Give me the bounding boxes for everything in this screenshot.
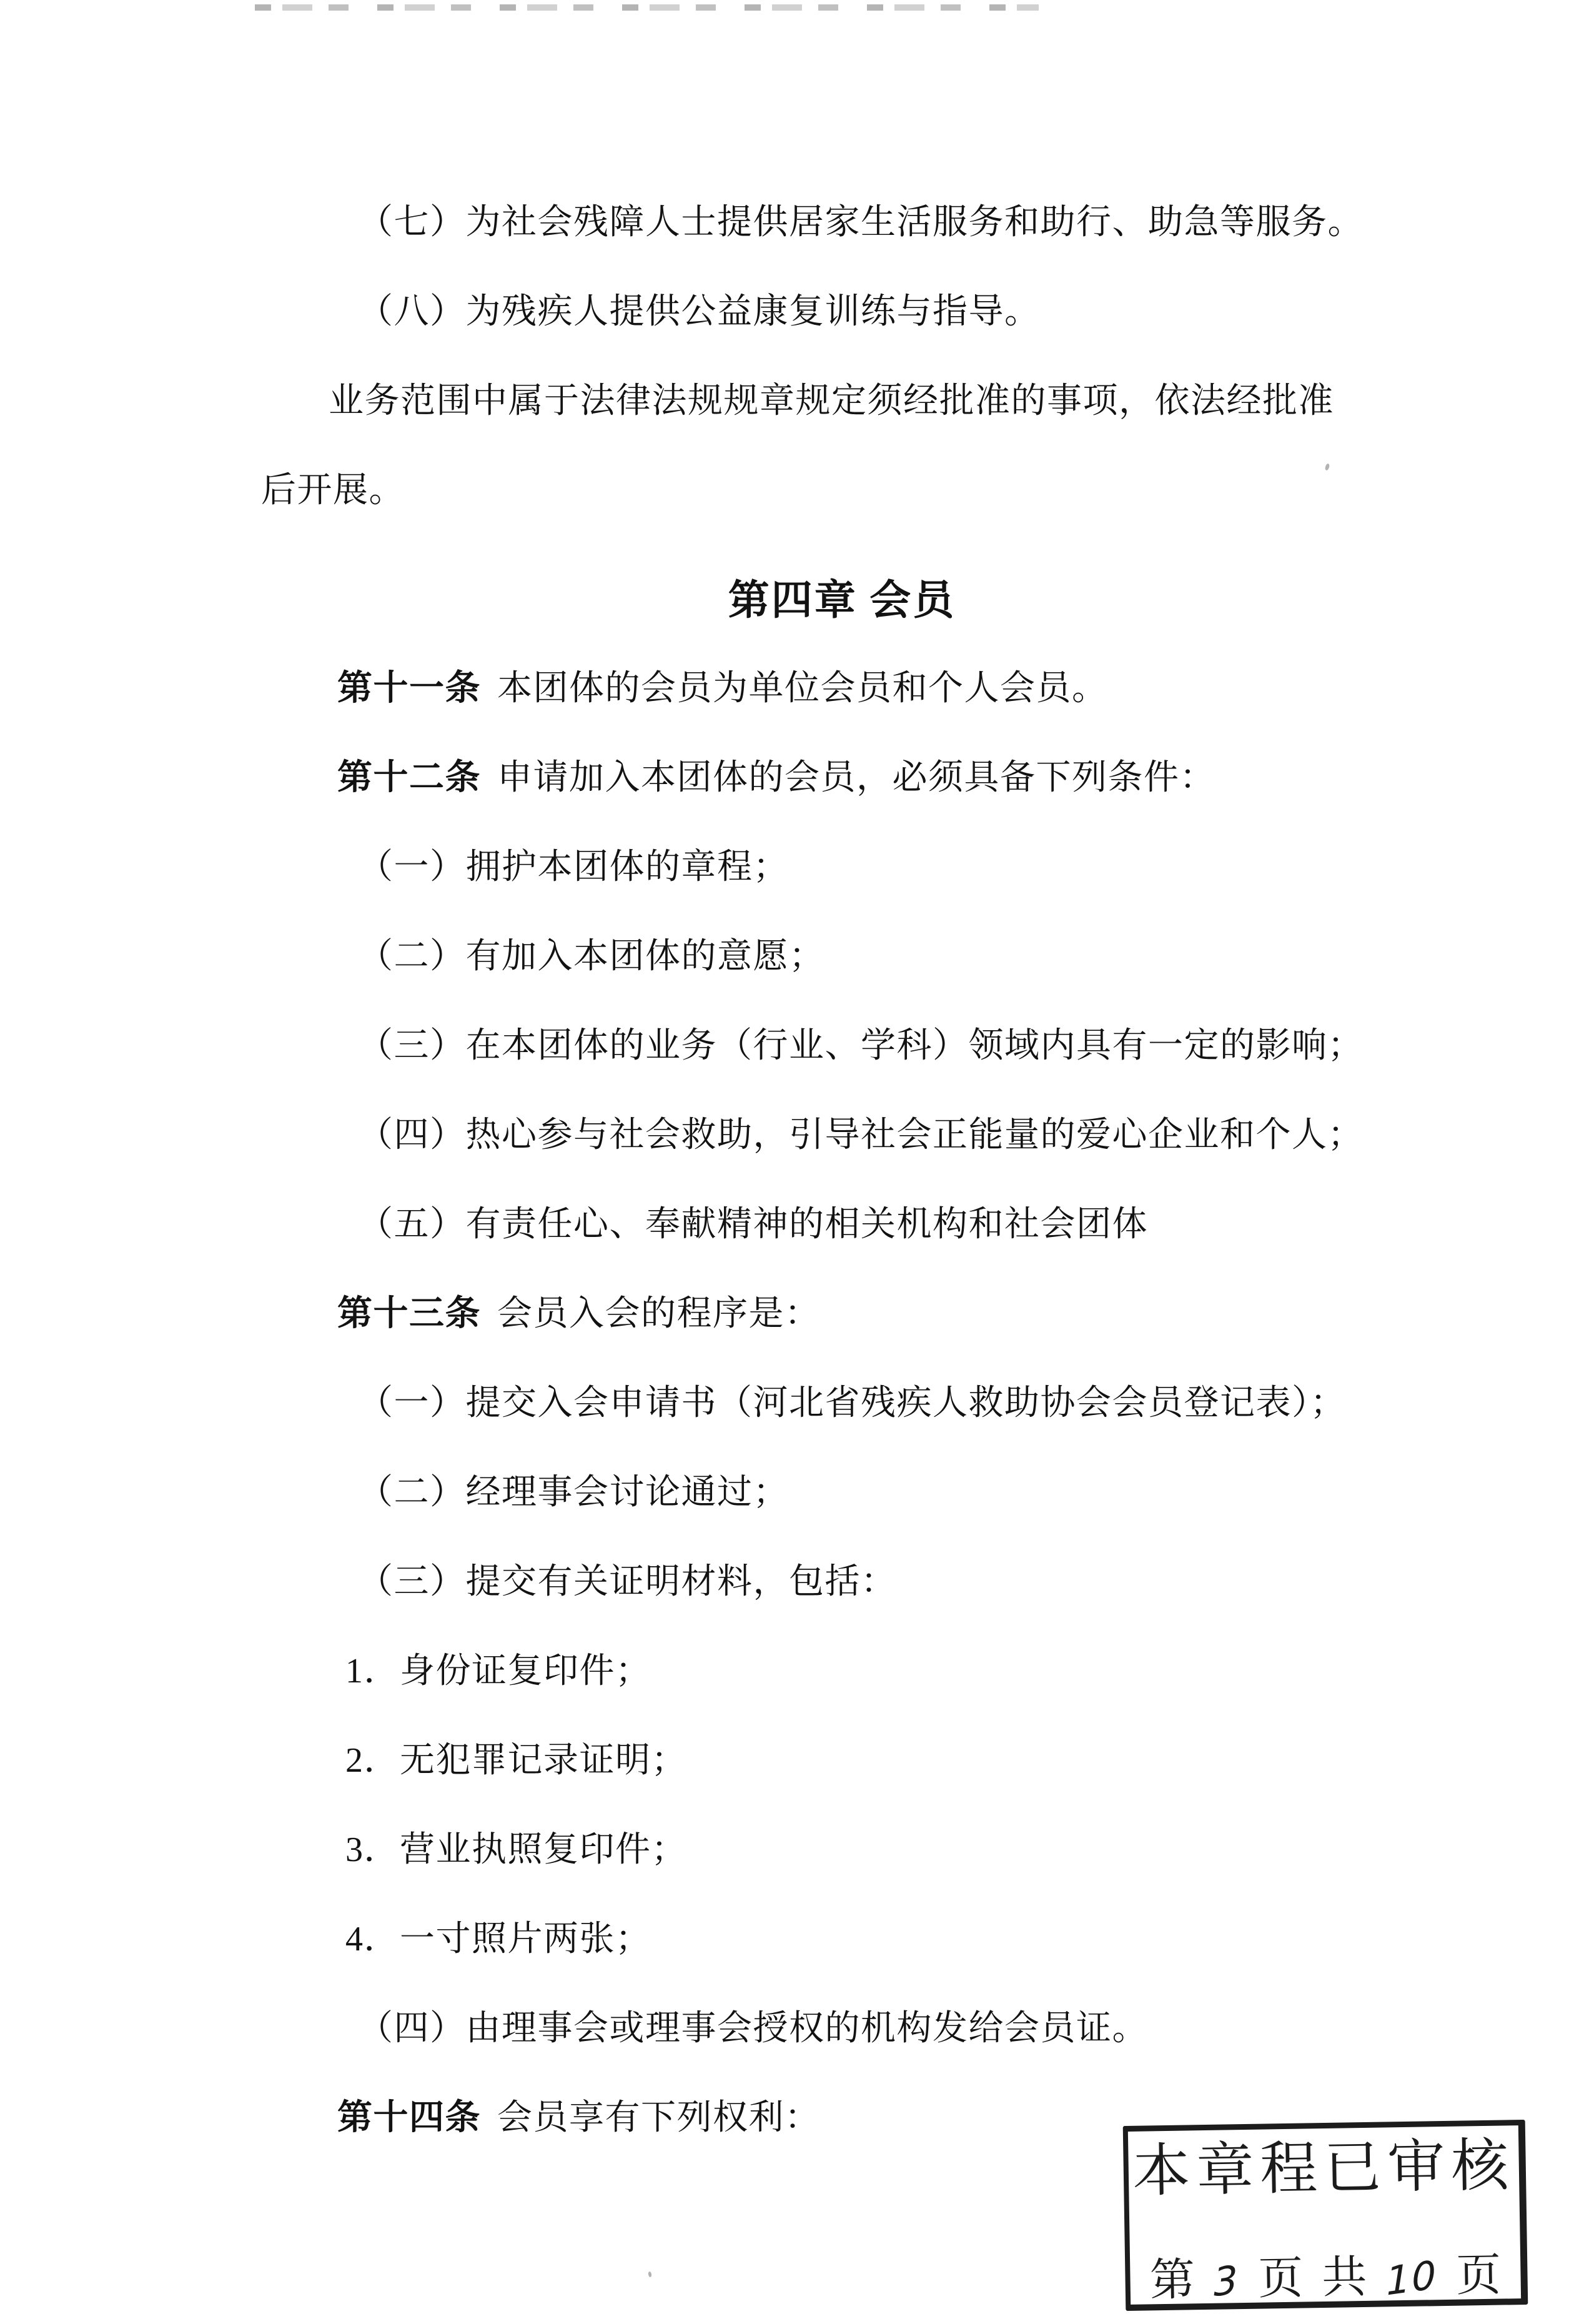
- article-12: [261, 759, 1385, 797]
- article-13-text: 会员入会的程序是：: [497, 1294, 821, 1333]
- material-item-3: 3．营业执照复印件；: [345, 1830, 687, 1869]
- article-12-text: 申请加入本团体的会员，必须具备下列条件：: [497, 758, 1215, 797]
- condition-item-1: （一）拥护本团体的章程；: [358, 848, 789, 886]
- article-14-text: 会员享有下列权利：: [497, 2098, 821, 2137]
- condition-item-4: （四）热心参与社会救助，引导社会正能量的爱心企业和个人；: [358, 1116, 1364, 1155]
- clause-item-8: （八）为残疾人提供公益康复训练与指导。: [358, 292, 1041, 331]
- article-12-lead: 第十二条: [337, 758, 481, 797]
- article-13: [261, 1295, 1385, 1333]
- article-11: [261, 670, 1385, 707]
- condition-item-3: （三）在本团体的业务（行业、学科）领域内具有一定的影响；: [358, 1026, 1364, 1065]
- stamp-label-gong: 共: [1321, 2252, 1367, 2303]
- condition-item-5: （五）有责任心、奉献精神的相关机构和社会团体: [358, 1205, 1148, 1244]
- stamp-label-di: 第: [1149, 2255, 1195, 2306]
- material-item-1: 1．身份证复印件；: [345, 1652, 651, 1691]
- stamp-reviewed-text: 本章程已审核: [1132, 2133, 1516, 2203]
- procedure-item-2: （二）经理事会讨论通过；: [358, 1473, 789, 1512]
- material-item-2: 2．无犯罪记录证明；: [345, 1741, 687, 1780]
- stamp-label-ye2: 页: [1455, 2250, 1502, 2301]
- article-14-lead: 第十四条: [337, 2098, 481, 2137]
- stamp-page-number: 3: [1212, 2256, 1240, 2306]
- article-11-lead: 第十一条: [337, 669, 481, 708]
- paragraph-scope: 业务范围中属于法律法规规章规定须经批准的事项，依法经批准: [329, 382, 1334, 420]
- procedure-item-1: （一）提交入会申请书（河北省残疾人救助协会会员登记表）；: [358, 1384, 1346, 1423]
- condition-item-2: （二）有加入本团体的意愿；: [358, 937, 825, 976]
- chapter-heading: 第四章 会员: [728, 578, 956, 623]
- material-item-4: 4．一寸照片两张；: [345, 1920, 651, 1959]
- clause-item-7: （七）为社会残障人士提供居家生活服务和助行、助急等服务。: [358, 203, 1364, 242]
- review-stamp: [1123, 2120, 1528, 2311]
- paragraph-scope-cont: 后开展。: [261, 471, 405, 510]
- stamp-total-pages: 10: [1385, 2251, 1438, 2305]
- article-13-lead: 第十三条: [337, 1294, 481, 1333]
- procedure-item-3: （三）提交有关证明材料，包括：: [358, 1562, 897, 1601]
- document-body: [261, 204, 1385, 2188]
- stamp-pagination: [1149, 2251, 1502, 2307]
- article-11-text: 本团体的会员为单位会员和个人会员。: [497, 669, 1108, 708]
- scan-artifact-top-edge: [255, 4, 1039, 11]
- stamp-label-ye: 页: [1257, 2253, 1304, 2304]
- procedure-item-4: （四）由理事会或理事会授权的机构发给会员证。: [358, 2009, 1148, 2048]
- scan-speck: [648, 2272, 651, 2278]
